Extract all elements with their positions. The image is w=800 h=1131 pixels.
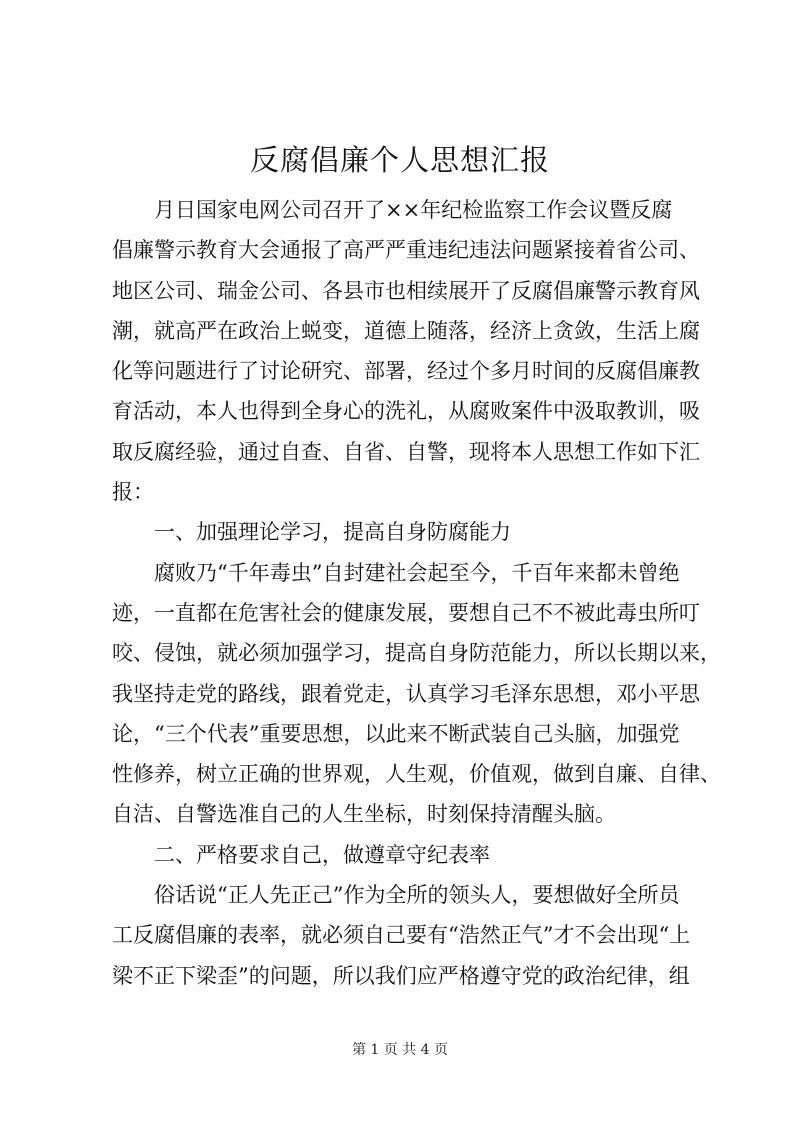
body-line: 月日国家电网公司召开了××年纪检监察工作会议暨反腐 (154, 198, 673, 222)
section-heading: 一、加强理论学习，提高自身防腐能力 (154, 520, 511, 545)
body-line: 地区公司、瑞金公司、各县市也相续展开了反腐倡廉警示教育风 (112, 278, 700, 303)
body-line: 性修养，树立正确的世界观，人生观，价值观，做到自廉、自律、 (112, 762, 721, 787)
document-title: 反腐倡廉个人思想汇报 (249, 143, 550, 177)
body-line: 化等问题进行了讨论研究、部署，经过个多月时间的反腐倡廉教 (112, 359, 700, 384)
body-line: 潮，就高严在政治上蜕变，道德上随落，经济上贪敛，生活上腐 (112, 318, 700, 343)
body-line: 俗话说“正人先正己”作为全所的领头人，要想做好全所员 (154, 883, 680, 908)
body-line: 梁不正下梁歪”的问题，所以我们应严格遵守党的政治纪律，组 (112, 963, 690, 988)
body-line: 论，“三个代表”重要思想，以此来不断武装自己头脑，加强党 (112, 721, 680, 746)
body-line: 腐败乃“千年毒虫”自封建社会起至今，千百年来都未曾绝 (154, 560, 680, 585)
body-line: 咬、侵蚀，就必须加强学习，提高自身防范能力，所以长期以来， (112, 641, 721, 666)
body-line: 育活动，本人也得到全身心的洗礼，从腐败案件中汲取教训，吸 (112, 399, 700, 424)
page-footer: 第 1 页 共 4 页 (351, 1042, 449, 1058)
body-line: 迹，一直都在危害社会的健康发展，要想自己不不被此毒虫所叮 (112, 600, 700, 625)
body-line: 工反腐倡廉的表率，就必须自己要有“浩然正气”才不会出现“上 (112, 923, 691, 948)
body-line: 倡廉警示教育大会通报了高严严重违纪违法问题紧接着省公司、 (112, 238, 700, 263)
body-line: 报： (112, 480, 154, 505)
body-line: 自洁、自警选准自己的人生坐标，时刻保持清醒头脑。 (112, 802, 616, 827)
body-line: 取反腐经验，通过自查、自省、自警，现将本人思想工作如下汇 (112, 439, 700, 464)
document-body (112, 190, 721, 996)
body-line: 我坚持走党的路线，跟着党走，认真学习毛泽东思想，邓小平思 (112, 681, 700, 706)
section-heading: 二、严格要求自己，做遵章守纪表率 (154, 842, 490, 867)
